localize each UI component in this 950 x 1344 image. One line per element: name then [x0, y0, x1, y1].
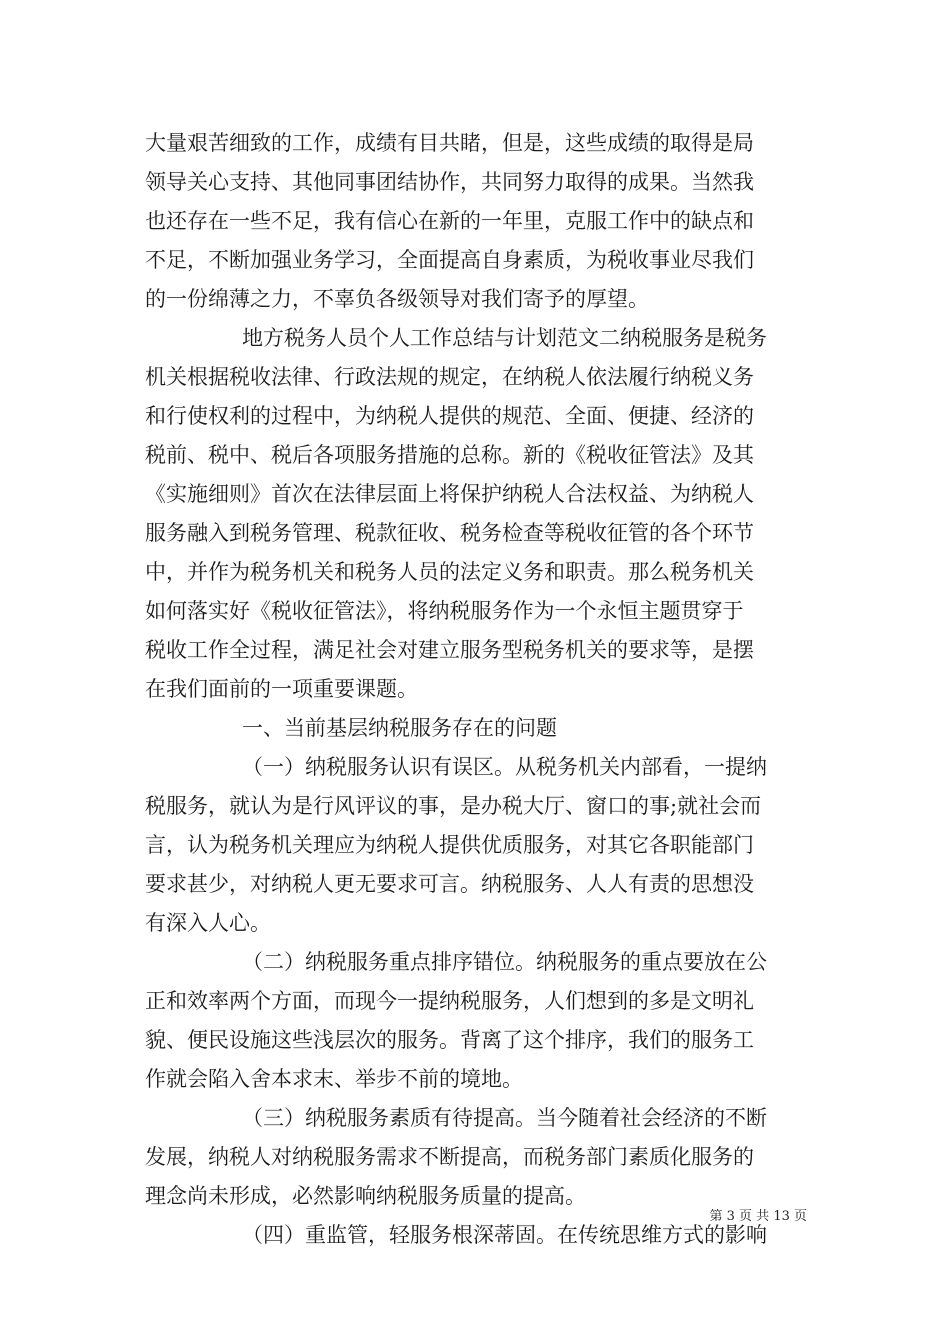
page-number: 第 3 页 共 13 页 — [709, 1209, 807, 1224]
text-line: 中，并作为税务机关和税务人员的法定义务和职责。那么税务机关 — [145, 560, 754, 584]
text-line: （一）纳税服务认识有误区。从税务机关内部看，一提纳 — [242, 755, 767, 779]
text-line: （二）纳税服务重点排序错位。纳税服务的重点要放在公 — [242, 950, 767, 974]
text-line: 和行使权利的过程中，为纳税人提供的规范、全面、便捷、经济的 — [145, 404, 754, 428]
text-line: 地方税务人员个人工作总结与计划范文二纳税服务是税务 — [242, 326, 767, 350]
text-line: 大量艰苦细致的工作，成绩有目共睹，但是，这些成绩的取得是局 — [145, 131, 754, 155]
text-line: 正和效率两个方面，而现今一提纳税服务，人们想到的多是文明礼 — [145, 989, 754, 1013]
text-line: 税前、税中、税后各项服务措施的总称。新的《税收征管法》及其 — [145, 443, 754, 467]
text-line: 《实施细则》首次在法律层面上将保护纳税人合法权益、为纳税人 — [145, 482, 754, 506]
text-line: 领导关心支持、其他同事团结协作，共同努力取得的成果。当然我 — [145, 170, 754, 194]
text-line: 不足，不断加强业务学习，全面提高自身素质，为税收事业尽我们 — [145, 248, 754, 272]
text-line: 作就会陷入舍本求末、举步不前的境地。 — [145, 1067, 523, 1091]
text-line: 的一份绵薄之力，不辜负各级领导对我们寄予的厚望。 — [145, 287, 649, 311]
section-heading: 一、当前基层纳税服务存在的问题 — [242, 716, 557, 740]
text-line: 发展，纳税人对纳税服务需求不断提高，而税务部门素质化服务的 — [145, 1145, 754, 1169]
text-line: 服务融入到税务管理、税款征收、税务检查等税收征管的各个环节 — [145, 521, 754, 545]
text-line: 如何落实好《税收征管法》，将纳税服务作为一个永恒主题贯穿于 — [145, 599, 744, 623]
text-line: （三）纳税服务素质有待提高。当今随着社会经济的不断 — [242, 1106, 767, 1130]
text-line: 要求甚少，对纳税人更无要求可言。纳税服务、人人有责的思想没 — [145, 872, 754, 896]
text-line: 言，认为税务机关理应为纳税人提供优质服务，对其它各职能部门 — [145, 833, 754, 857]
text-line: 税服务，就认为是行风评议的事，是办税大厅、窗口的事;就社会而 — [145, 794, 762, 818]
text-line: 机关根据税收法律、行政法规的规定，在纳税人依法履行纳税义务 — [145, 365, 754, 389]
text-line: 也还存在一些不足，我有信心在新的一年里，克服工作中的缺点和 — [145, 209, 754, 233]
text-line: 在我们面前的一项重要课题。 — [145, 677, 418, 701]
text-line: 理念尚未形成，必然影响纳税服务质量的提高。 — [145, 1184, 586, 1208]
text-line: 有深入人心。 — [145, 911, 271, 935]
text-line: 税收工作全过程，满足社会对建立服务型税务机关的要求等，是摆 — [145, 638, 754, 662]
text-line: （四）重监管，轻服务根深蒂固。在传统思维方式的影响 — [242, 1223, 767, 1247]
text-line: 貌、便民设施这些浅层次的服务。背离了这个排序，我们的服务工 — [145, 1028, 754, 1052]
